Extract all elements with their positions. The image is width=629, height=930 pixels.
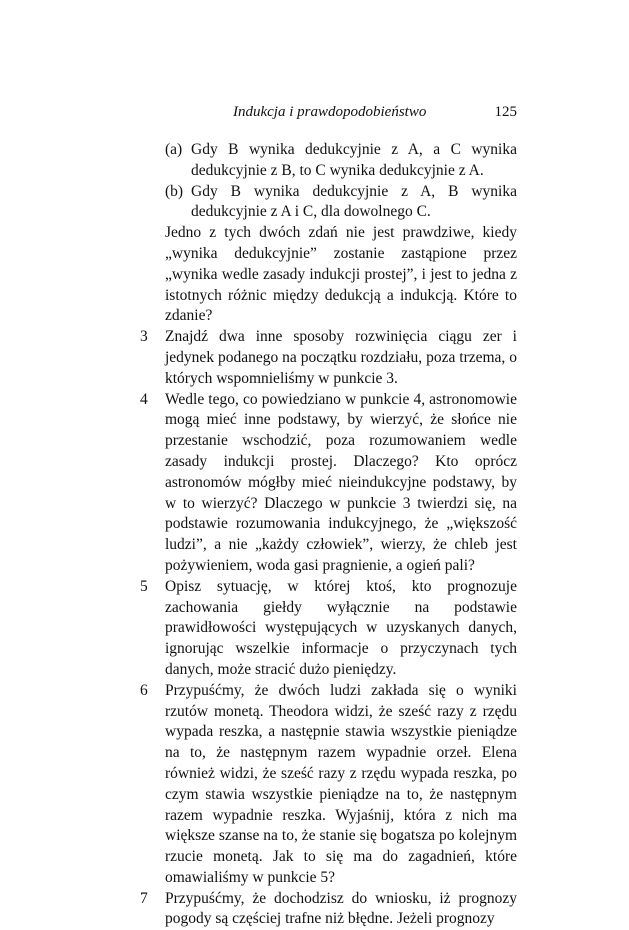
exercise-text: Przypuśćmy, że dwóch ludzi zakłada się o wyniki rzutów monetą. Theodora widzi, że sześć razy z rzędu wypada reszka, a następnie stawia wszystkie pieniądze na to, że następnym razem wypadnie orzeł. Elena również widzi, że sześć razy z rzędu wypada reszka, po czym stawia wszystkie pieniądze na to, że następnym razem wypadnie reszka. Wyjaśnij, która z nich ma większe szanse na to, że stanie się bogatsza po kolejnym rzucie monetą. Jak to się ma do zagadnień, które omawialiśmy w punkcie 5? — [165, 681, 517, 886]
exercise-5 — [140, 577, 517, 681]
exercise-number: 5 — [140, 577, 148, 595]
running-title: Indukcja i prawdopodobieństwo — [233, 104, 427, 120]
sub-item-text: Gdy B wynika dedukcyjnie z A, B wynika dedukcyjnie z A i C, dla dowolnego C. — [191, 182, 517, 221]
sub-item-a — [165, 140, 517, 182]
exercise-text: Przypuśćmy, że dochodzisz do wniosku, iż prognozy pogody są częściej trafne niż błędne. Jeżeli prognozy — [165, 889, 517, 928]
exercise-3 — [140, 327, 517, 389]
sub-item-text: Gdy B wynika dedukcyjnie z A, a C wynika dedukcyjnie z B, to C wynika dedukcyjnie z A. — [191, 141, 517, 179]
sub-item-label: (a) — [165, 141, 183, 158]
exercise-number: 3 — [140, 328, 148, 346]
exercise-number: 7 — [140, 889, 148, 907]
page-number: 125 — [494, 104, 517, 120]
exercise-number: 4 — [140, 390, 148, 408]
exercise-text: Opisz sytuację, w której ktoś, kto prognozuje zachowania giełdy wyłącznie na podstawie prawidłowości występujących w uzyskanych danych, ignorując wszelkie informacje o przyczynach tych danych, może stracić dużo pieniędzy. — [165, 577, 517, 678]
exercise-4 — [140, 390, 517, 577]
running-header — [165, 104, 517, 124]
exercise-text: Wedle tego, co powiedziano w punkcie 4, astronomowie mogą mieć inne podstawy, by wierzyć, że słońce nie przestanie wschodzić, poza rozumowaniem wedle zasady indukcji prostej. Dlaczego? Kto oprócz astronomów mógłby mieć nieindukcyjne podstawy, by w to wierzyć? Dlaczego w punkcie 3 twierdzi się, na podstawie rozumowania indukcyjnego, że „większość ludzi”, a nie „każdy człowiek”, wierzy, że chleb jest pożywieniem, woda gasi pragnienie, a ogień pali? — [165, 390, 517, 574]
sub-item-label: (b) — [165, 182, 184, 200]
sub-item-b — [165, 182, 517, 224]
exercise-text: Znajdź dwa inne sposoby rozwinięcia ciągu zer i jedynek podanego na początku rozdziału, poza trzema, o których wspomnieliśmy w punkcie 3. — [165, 328, 517, 387]
intro-paragraph: Jedno z tych dwóch zdań nie jest prawdziwe, kiedy „wynika dedukcyjnie” zostanie zastąpione przez „wynika wedle zasady indukcji prostej”, i jest to jedna z istotnych różnic między dedukcją a indukcją. Które to zdanie? — [165, 224, 517, 325]
exercise-number: 6 — [140, 681, 148, 699]
exercise-7 — [140, 889, 517, 930]
page-body — [140, 140, 517, 930]
exercise-6 — [140, 681, 517, 889]
